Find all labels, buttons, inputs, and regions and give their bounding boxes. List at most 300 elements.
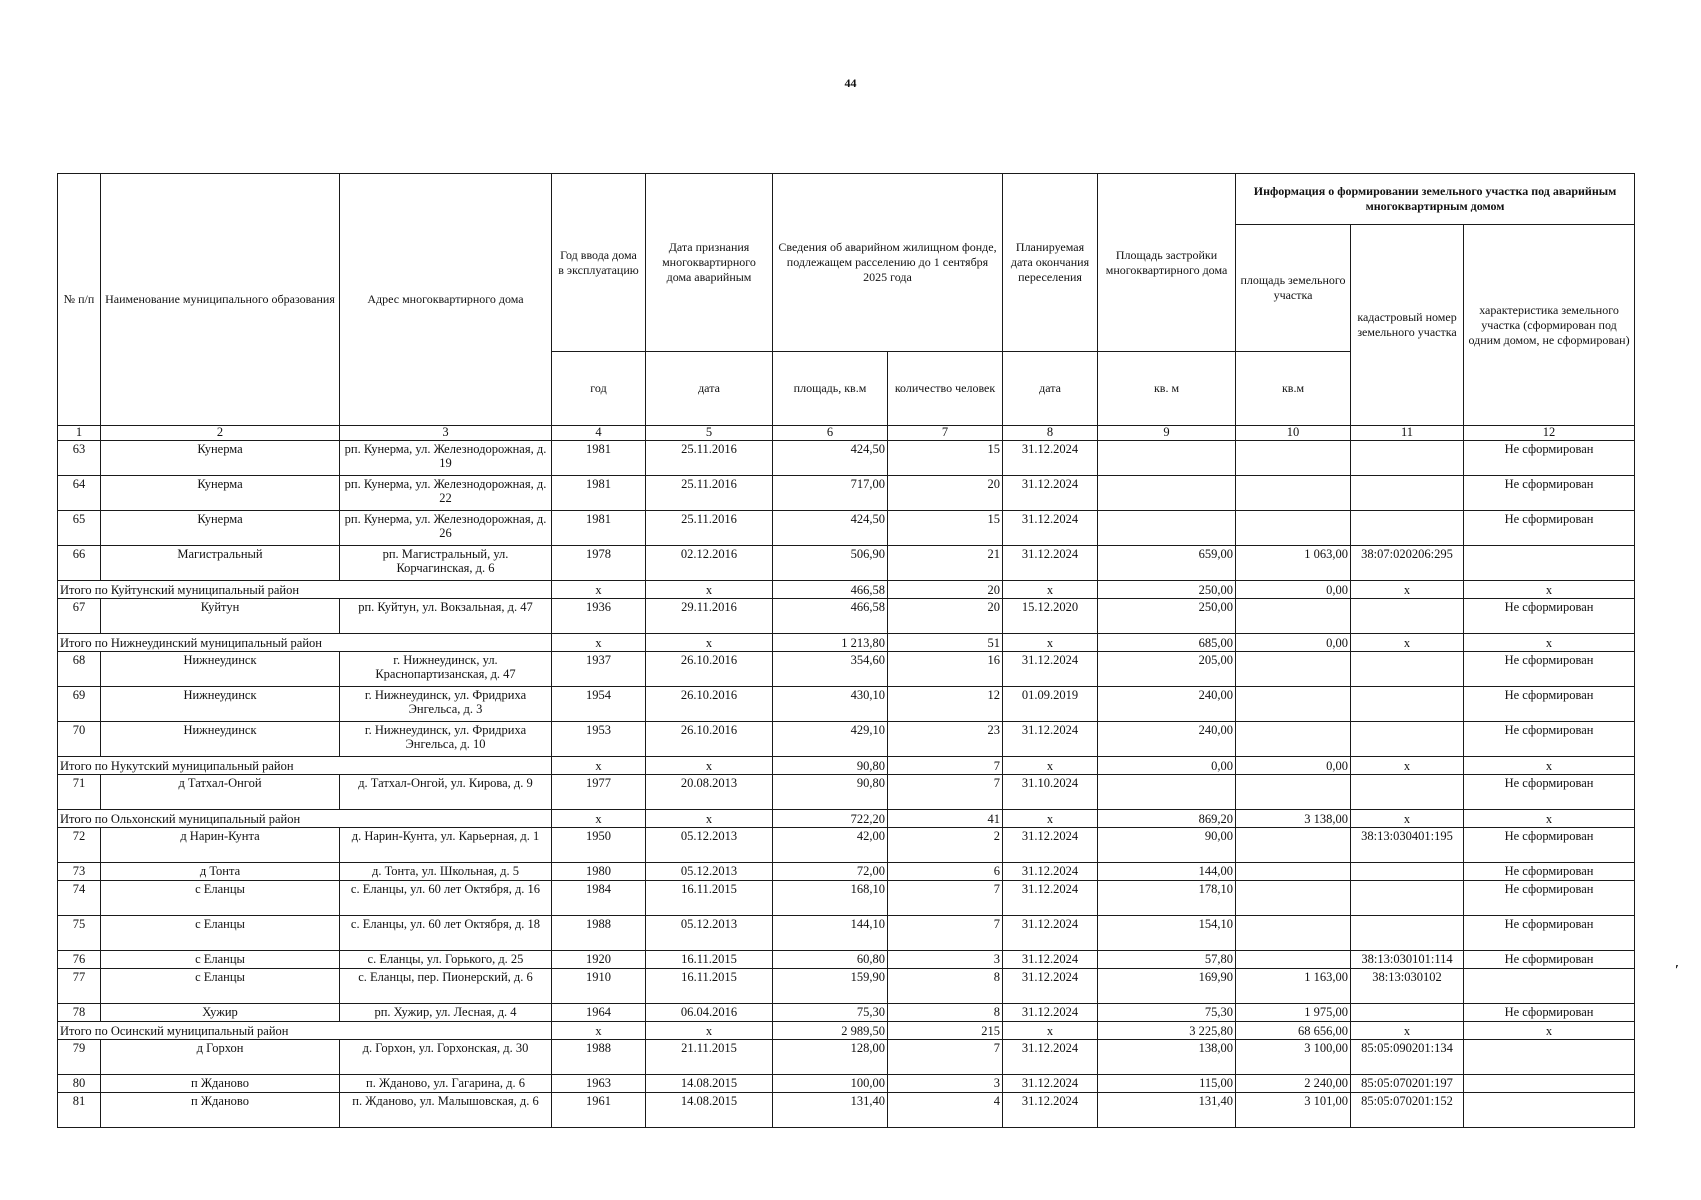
land-area-cell: 68 656,00 [1236,1022,1351,1040]
row-number: 67 [58,599,101,634]
year-cell: 1980 [552,863,646,881]
area-cell: 131,40 [773,1093,888,1128]
land-status-cell: Не сформирован [1464,916,1635,951]
cadastral-cell [1351,916,1464,951]
land-status-cell: Не сформирован [1464,722,1635,757]
sub-end-date: дата [1003,352,1098,426]
municipality-cell: Нижнеудинск [101,687,340,722]
end-date-cell: 31.12.2024 [1003,652,1098,687]
table-row [58,1093,1635,1128]
date-cell: 05.12.2013 [646,916,773,951]
cadastral-cell: 85:05:070201:197 [1351,1075,1464,1093]
land-status-cell [1464,546,1635,581]
column-number: 11 [1351,426,1464,441]
people-cell: 15 [888,511,1003,546]
build-area-cell: 178,10 [1098,881,1236,916]
area-cell: 506,90 [773,546,888,581]
end-date-cell: 31.12.2024 [1003,969,1098,1004]
year-cell: 1988 [552,1040,646,1075]
column-number: 7 [888,426,1003,441]
table-row [58,916,1635,951]
table-row [58,441,1635,476]
people-cell: 7 [888,775,1003,810]
build-area-cell: 138,00 [1098,1040,1236,1075]
people-cell: 23 [888,722,1003,757]
people-cell: 4 [888,1093,1003,1128]
table-row [58,775,1635,810]
municipality-cell: Магистральный [101,546,340,581]
cadastral-cell [1351,1004,1464,1022]
year-cell: 1963 [552,1075,646,1093]
area-cell: 466,58 [773,581,888,599]
municipality-cell: д Горхон [101,1040,340,1075]
municipality-cell: д Тонта [101,863,340,881]
build-area-cell: 144,00 [1098,863,1236,881]
land-status-cell: Не сформирован [1464,599,1635,634]
cadastral-cell: х [1351,634,1464,652]
land-area-cell: 2 240,00 [1236,1075,1351,1093]
municipality-cell: Хужир [101,1004,340,1022]
row-number: 68 [58,652,101,687]
area-cell: 100,00 [773,1075,888,1093]
land-area-cell: 1 063,00 [1236,546,1351,581]
date-cell: 16.11.2015 [646,951,773,969]
land-status-cell [1464,1040,1635,1075]
end-date-cell: х [1003,757,1098,775]
end-date-cell: х [1003,581,1098,599]
row-number: 72 [58,828,101,863]
people-cell: 2 [888,828,1003,863]
cadastral-cell [1351,863,1464,881]
land-area-cell: 3 138,00 [1236,810,1351,828]
table-row [58,652,1635,687]
table-row [58,599,1635,634]
end-date-cell: 31.12.2024 [1003,441,1098,476]
address-cell: рп. Кунерма, ул. Железнодорожная, д. 26 [340,511,552,546]
emergency-housing-table [57,173,1635,1128]
date-cell: 26.10.2016 [646,652,773,687]
date-cell: 25.11.2016 [646,511,773,546]
year-cell: х [552,1022,646,1040]
land-status-cell: Не сформирован [1464,881,1635,916]
date-cell: 25.11.2016 [646,441,773,476]
land-area-cell: 3 100,00 [1236,1040,1351,1075]
year-cell: 1981 [552,476,646,511]
year-cell: х [552,581,646,599]
column-number: 3 [340,426,552,441]
year-cell: 1981 [552,441,646,476]
land-status-cell: х [1464,1022,1635,1040]
build-area-cell: 57,80 [1098,951,1236,969]
date-cell: 05.12.2013 [646,863,773,881]
address-cell: рп. Магистральный, ул. Корчагинская, д. 6 [340,546,552,581]
date-cell: х [646,634,773,652]
address-cell: п. Жданово, ул. Малышовская, д. 6 [340,1093,552,1128]
people-cell: 7 [888,881,1003,916]
area-cell: 90,80 [773,757,888,775]
sub-area: площадь, кв.м [773,352,888,426]
build-area-cell [1098,775,1236,810]
end-date-cell: х [1003,634,1098,652]
column-number: 10 [1236,426,1351,441]
district-total-row [58,1022,1635,1040]
area-cell: 2 989,50 [773,1022,888,1040]
table-row [58,951,1635,969]
municipality-cell: Кунерма [101,511,340,546]
municipality-cell: с Еланцы [101,951,340,969]
date-cell: 16.11.2015 [646,969,773,1004]
land-status-cell: Не сформирован [1464,863,1635,881]
page-number: 44 [844,76,857,90]
address-cell: г. Нижнеудинск, ул. Краснопартизанская, д. 47 [340,652,552,687]
date-cell: 16.11.2015 [646,881,773,916]
land-area-cell [1236,916,1351,951]
land-status-cell [1464,1093,1635,1128]
year-cell: 1978 [552,546,646,581]
sub-date: дата [646,352,773,426]
cadastral-cell [1351,652,1464,687]
end-date-cell: 31.12.2024 [1003,951,1098,969]
build-area-cell: 154,10 [1098,916,1236,951]
land-area-cell: 1 163,00 [1236,969,1351,1004]
build-area-cell: 659,00 [1098,546,1236,581]
land-area-cell [1236,828,1351,863]
cadastral-cell [1351,881,1464,916]
build-area-cell: 240,00 [1098,687,1236,722]
people-cell: 6 [888,863,1003,881]
col-year-header: Год ввода дома в эксплуатацию [552,174,646,352]
area-cell: 430,10 [773,687,888,722]
people-cell: 7 [888,1040,1003,1075]
year-cell: 1954 [552,687,646,722]
land-area-cell: 0,00 [1236,581,1351,599]
sub-land-area-unit: кв.м [1236,352,1351,426]
year-cell: х [552,810,646,828]
column-number: 12 [1464,426,1635,441]
address-cell: с. Еланцы, ул. 60 лет Октября, д. 16 [340,881,552,916]
municipality-cell: Нижнеудинск [101,652,340,687]
year-cell: х [552,634,646,652]
col-housing-fund-header: Сведения об аварийном жилищном фонде, подлежащем расселению до 1 сентября 2025 года [773,174,1003,352]
district-total-row [58,757,1635,775]
end-date-cell: х [1003,1022,1098,1040]
end-date-cell: 31.12.2024 [1003,1075,1098,1093]
year-cell: 1953 [552,722,646,757]
column-numbers-row [58,426,1635,441]
land-area-cell [1236,687,1351,722]
land-area-cell [1236,722,1351,757]
row-number: 74 [58,881,101,916]
people-cell: 51 [888,634,1003,652]
row-number: 65 [58,511,101,546]
total-label: Итого по Осинский муниципальный район [58,1022,552,1040]
column-number: 8 [1003,426,1098,441]
address-cell: д. Тонта, ул. Школьная, д. 5 [340,863,552,881]
year-cell: 1988 [552,916,646,951]
year-cell: 1910 [552,969,646,1004]
build-area-cell: 115,00 [1098,1075,1236,1093]
land-status-cell: х [1464,757,1635,775]
end-date-cell: 31.12.2024 [1003,828,1098,863]
end-date-cell: 15.12.2020 [1003,599,1098,634]
year-cell: 1920 [552,951,646,969]
build-area-cell: 205,00 [1098,652,1236,687]
area-cell: 424,50 [773,441,888,476]
col-cadastral-header: кадастровый номер земельного участка [1351,225,1464,426]
date-cell: 20.08.2013 [646,775,773,810]
land-area-cell [1236,599,1351,634]
cadastral-cell [1351,775,1464,810]
col-land-status-header: характеристика земельного участка (сформирован под одним домом, не сформирован) [1464,225,1635,426]
municipality-cell: п Жданово [101,1093,340,1128]
cadastral-cell: х [1351,581,1464,599]
municipality-cell: д Нарин-Кунта [101,828,340,863]
col-number-header: № п/п [58,174,101,426]
land-status-cell: Не сформирован [1464,652,1635,687]
land-status-cell: Не сформирован [1464,476,1635,511]
year-cell: 1984 [552,881,646,916]
end-date-cell: 31.12.2024 [1003,1040,1098,1075]
date-cell: 05.12.2013 [646,828,773,863]
land-area-cell [1236,511,1351,546]
cadastral-cell [1351,511,1464,546]
people-cell: 15 [888,441,1003,476]
build-area-cell: 0,00 [1098,757,1236,775]
cadastral-cell: 85:05:070201:152 [1351,1093,1464,1128]
table-row [58,828,1635,863]
people-cell: 41 [888,810,1003,828]
table-row [58,1075,1635,1093]
land-area-cell [1236,476,1351,511]
land-status-cell: Не сформирован [1464,441,1635,476]
year-cell: 1961 [552,1093,646,1128]
people-cell: 7 [888,916,1003,951]
address-cell: г. Нижнеудинск, ул. Фридриха Энгельса, д. 3 [340,687,552,722]
build-area-cell: 169,90 [1098,969,1236,1004]
date-cell: 25.11.2016 [646,476,773,511]
people-cell: 8 [888,1004,1003,1022]
year-cell: х [552,757,646,775]
cadastral-cell: х [1351,810,1464,828]
total-label: Итого по Нижнеудинский муниципальный район [58,634,552,652]
land-area-cell [1236,863,1351,881]
land-status-cell: Не сформирован [1464,687,1635,722]
address-cell: рп. Хужир, ул. Лесная, д. 4 [340,1004,552,1022]
col-municipality-header: Наименование муниципального образования [101,174,340,426]
table-row [58,476,1635,511]
build-area-cell: 685,00 [1098,634,1236,652]
land-plot-info-header: Информация о формировании земельного участка под аварийным многоквартирным домом [1236,174,1635,225]
area-cell: 354,60 [773,652,888,687]
area-cell: 72,00 [773,863,888,881]
people-cell: 8 [888,969,1003,1004]
date-cell: 29.11.2016 [646,599,773,634]
end-date-cell: 31.12.2024 [1003,881,1098,916]
area-cell: 424,50 [773,511,888,546]
people-cell: 20 [888,599,1003,634]
column-number: 4 [552,426,646,441]
land-status-cell [1464,1075,1635,1093]
cadastral-cell [1351,687,1464,722]
area-cell: 90,80 [773,775,888,810]
end-date-cell: 01.09.2019 [1003,687,1098,722]
area-cell: 429,10 [773,722,888,757]
area-cell: 466,58 [773,599,888,634]
land-status-cell: Не сформирован [1464,1004,1635,1022]
address-cell: д. Нарин-Кунта, ул. Карьерная, д. 1 [340,828,552,863]
address-cell: рп. Куйтун, ул. Вокзальная, д. 47 [340,599,552,634]
build-area-cell: 90,00 [1098,828,1236,863]
date-cell: х [646,757,773,775]
build-area-cell: 75,30 [1098,1004,1236,1022]
year-cell: 1964 [552,1004,646,1022]
land-area-cell: 1 975,00 [1236,1004,1351,1022]
row-number: 70 [58,722,101,757]
area-cell: 717,00 [773,476,888,511]
people-cell: 3 [888,1075,1003,1093]
municipality-cell: с Еланцы [101,916,340,951]
column-number: 6 [773,426,888,441]
people-cell: 215 [888,1022,1003,1040]
cadastral-cell: 38:07:020206:295 [1351,546,1464,581]
municipality-cell: Нижнеудинск [101,722,340,757]
address-cell: г. Нижнеудинск, ул. Фридриха Энгельса, д. 10 [340,722,552,757]
area-cell: 722,20 [773,810,888,828]
column-number: 9 [1098,426,1236,441]
land-area-cell [1236,652,1351,687]
end-date-cell: 31.12.2024 [1003,546,1098,581]
build-area-cell: 250,00 [1098,599,1236,634]
cadastral-cell: х [1351,1022,1464,1040]
land-status-cell: х [1464,634,1635,652]
cadastral-cell: х [1351,757,1464,775]
build-area-cell [1098,511,1236,546]
land-status-cell: Не сформирован [1464,951,1635,969]
district-total-row [58,810,1635,828]
total-label: Итого по Куйтунский муниципальный район [58,581,552,599]
land-area-cell [1236,441,1351,476]
area-cell: 60,80 [773,951,888,969]
build-area-cell [1098,476,1236,511]
people-cell: 20 [888,476,1003,511]
cadastral-cell [1351,476,1464,511]
year-cell: 1977 [552,775,646,810]
column-number: 1 [58,426,101,441]
date-cell: 21.11.2015 [646,1040,773,1075]
land-status-cell: Не сформирован [1464,775,1635,810]
area-cell: 168,10 [773,881,888,916]
people-cell: 12 [888,687,1003,722]
land-status-cell: Не сформирован [1464,511,1635,546]
row-number: 78 [58,1004,101,1022]
year-cell: 1981 [552,511,646,546]
col-address-header: Адрес многоквартирного дома [340,174,552,426]
build-area-cell: 3 225,80 [1098,1022,1236,1040]
table-row [58,881,1635,916]
pen-mark: ′ [1675,963,1679,978]
sub-people: количество человек [888,352,1003,426]
sub-year: год [552,352,646,426]
land-status-cell: х [1464,810,1635,828]
end-date-cell: 31.12.2024 [1003,1093,1098,1128]
build-area-cell: 250,00 [1098,581,1236,599]
date-cell: 14.08.2015 [646,1075,773,1093]
row-number: 76 [58,951,101,969]
district-total-row [58,634,1635,652]
municipality-cell: п Жданово [101,1075,340,1093]
cadastral-cell [1351,441,1464,476]
municipality-cell: Кунерма [101,476,340,511]
end-date-cell: 31.10.2024 [1003,775,1098,810]
cadastral-cell: 38:13:030102 [1351,969,1464,1004]
end-date-cell: 31.12.2024 [1003,476,1098,511]
end-date-cell: 31.12.2024 [1003,863,1098,881]
cadastral-cell: 85:05:090201:134 [1351,1040,1464,1075]
land-area-cell [1236,881,1351,916]
build-area-cell: 131,40 [1098,1093,1236,1128]
end-date-cell: 31.12.2024 [1003,916,1098,951]
address-cell: п. Жданово, ул. Гагарина, д. 6 [340,1075,552,1093]
row-number: 66 [58,546,101,581]
land-area-cell [1236,775,1351,810]
land-area-cell: 0,00 [1236,634,1351,652]
table-header [58,174,1635,426]
land-status-cell: х [1464,581,1635,599]
end-date-cell: 31.12.2024 [1003,722,1098,757]
table-row [58,863,1635,881]
area-cell: 1 213,80 [773,634,888,652]
area-cell: 159,90 [773,969,888,1004]
column-number: 5 [646,426,773,441]
row-number: 71 [58,775,101,810]
area-cell: 42,00 [773,828,888,863]
row-number: 73 [58,863,101,881]
district-total-row [58,581,1635,599]
row-number: 75 [58,916,101,951]
area-cell: 128,00 [773,1040,888,1075]
table-row [58,546,1635,581]
row-number: 80 [58,1075,101,1093]
total-label: Итого по Нукутский муниципальный район [58,757,552,775]
date-cell: 14.08.2015 [646,1093,773,1128]
address-cell: с. Еланцы, ул. Горького, д. 25 [340,951,552,969]
address-cell: д. Татхал-Онгой, ул. Кирова, д. 9 [340,775,552,810]
year-cell: 1937 [552,652,646,687]
date-cell: х [646,810,773,828]
land-area-cell: 3 101,00 [1236,1093,1351,1128]
cadastral-cell: 38:13:030101:114 [1351,951,1464,969]
cadastral-cell [1351,722,1464,757]
address-cell: с. Еланцы, ул. 60 лет Октября, д. 18 [340,916,552,951]
year-cell: 1936 [552,599,646,634]
land-area-cell [1236,951,1351,969]
table-row [58,722,1635,757]
address-cell: с. Еланцы, пер. Пионерский, д. 6 [340,969,552,1004]
people-cell: 7 [888,757,1003,775]
table-body [58,426,1635,1128]
col-date-header: Дата признания многоквартирного дома аварийным [646,174,773,352]
row-number: 69 [58,687,101,722]
date-cell: 06.04.2016 [646,1004,773,1022]
table-row [58,1004,1635,1022]
col-land-area-header: площадь земельного участка [1236,225,1351,352]
table-row [58,969,1635,1004]
row-number: 63 [58,441,101,476]
date-cell: 26.10.2016 [646,687,773,722]
date-cell: 26.10.2016 [646,722,773,757]
row-number: 81 [58,1093,101,1128]
sub-build-area-unit: кв. м [1098,352,1236,426]
